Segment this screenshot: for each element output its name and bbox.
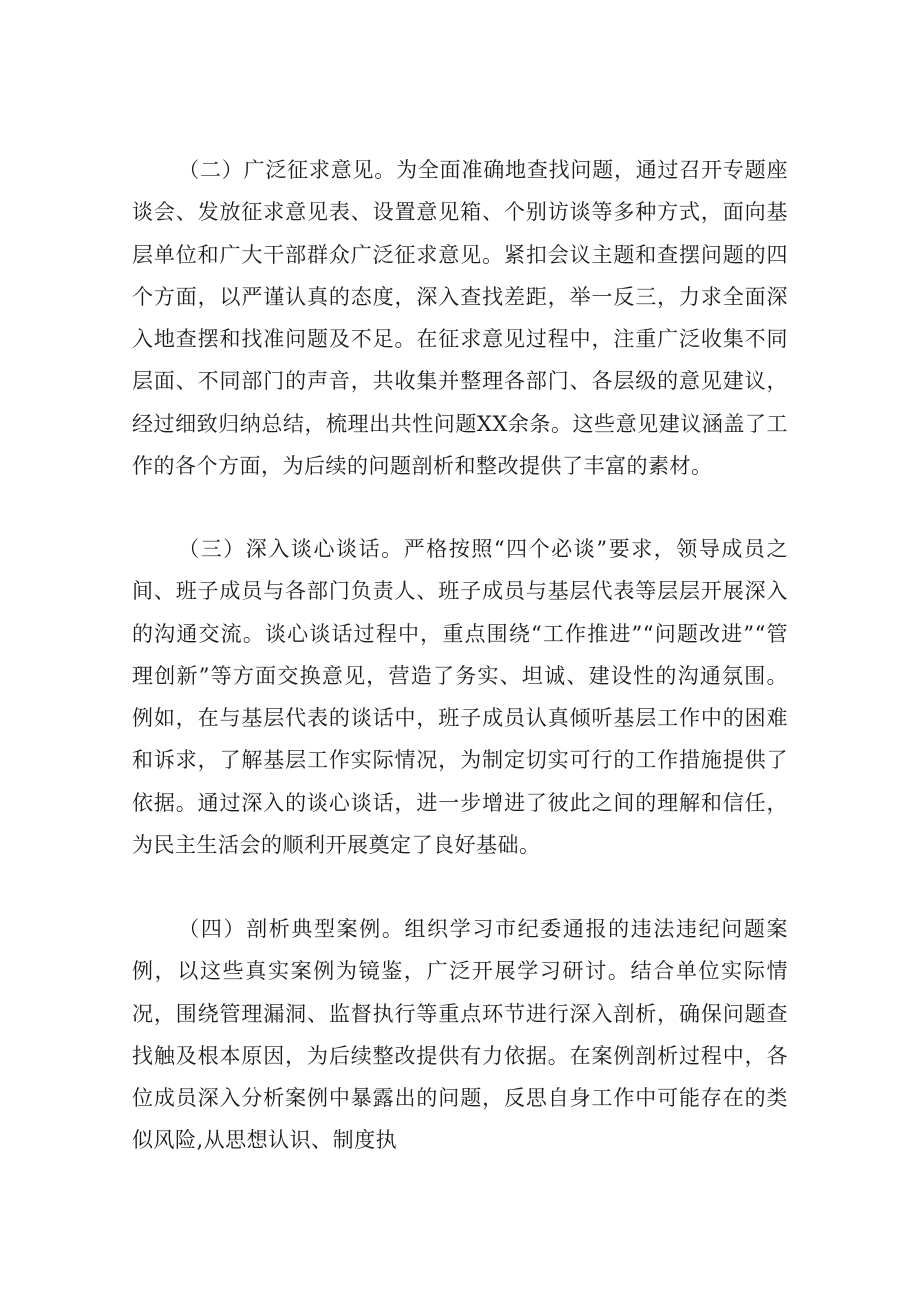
paragraph-heart-to-heart-talks: （三）深入谈心谈话。严格按照“四个必谈”要求，领导成员之间、班子成员与各部门负责人、班子成员与基层代表等层层开展深入的沟通交流。谈心谈话过程中，重点围绕“工作推进”“问题改进”“管理创新”等方面交换意见，营造了务实、坦诚、建设性的沟通氛围。例如，在与基层代表的谈话中，班子成员认真倾听基层工作中的困难和诉求，了解基层工作实际情况，为制定切实可行的工作措施提供了依据。通过深入的谈心谈话，进一步增进了彼此之间的理解和信任，为民主生活会的顺利开展奠定了良好基础。 [132, 537, 788, 858]
paragraph-case-analysis: （四）剖析典型案例。组织学习市纪委通报的违法违纪问题案例，以这些真实案例为镜鉴，广泛开展学习研讨。结合单位实际情况，围绕管理漏洞、监督执行等重点环节进行深入剖析，确保问题查找触及根本原因，为后续整改提供有力依据。在案例剖析过程中，各位成员深入分析案例中暴露出的问题，反思自身工作中可能存在的类似风险,从思想认识、制度执 [132, 917, 788, 1153]
paragraph-solicit-opinions: （二）广泛征求意见。为全面准确地查找问题，通过召开专题座谈会、发放征求意见表、设置意见箱、个别访谈等多种方式，面向基层单位和广大干部群众广泛征求意见。紧扣会议主题和查摆问题的四个方面，以严谨认真的态度，深入查找差距，举一反三，力求全面深入地查摆和找准问题及不足。在征求意见过程中，注重广泛收集不同层面、不同部门的声音，共收集并整理各部门、各层级的意见建议，经过细致归纳总结，梳理出共性问题XX余条。这些意见建议涵盖了工作的各个方面，为后续的问题剖析和整改提供了丰富的素材。 [132, 158, 788, 479]
